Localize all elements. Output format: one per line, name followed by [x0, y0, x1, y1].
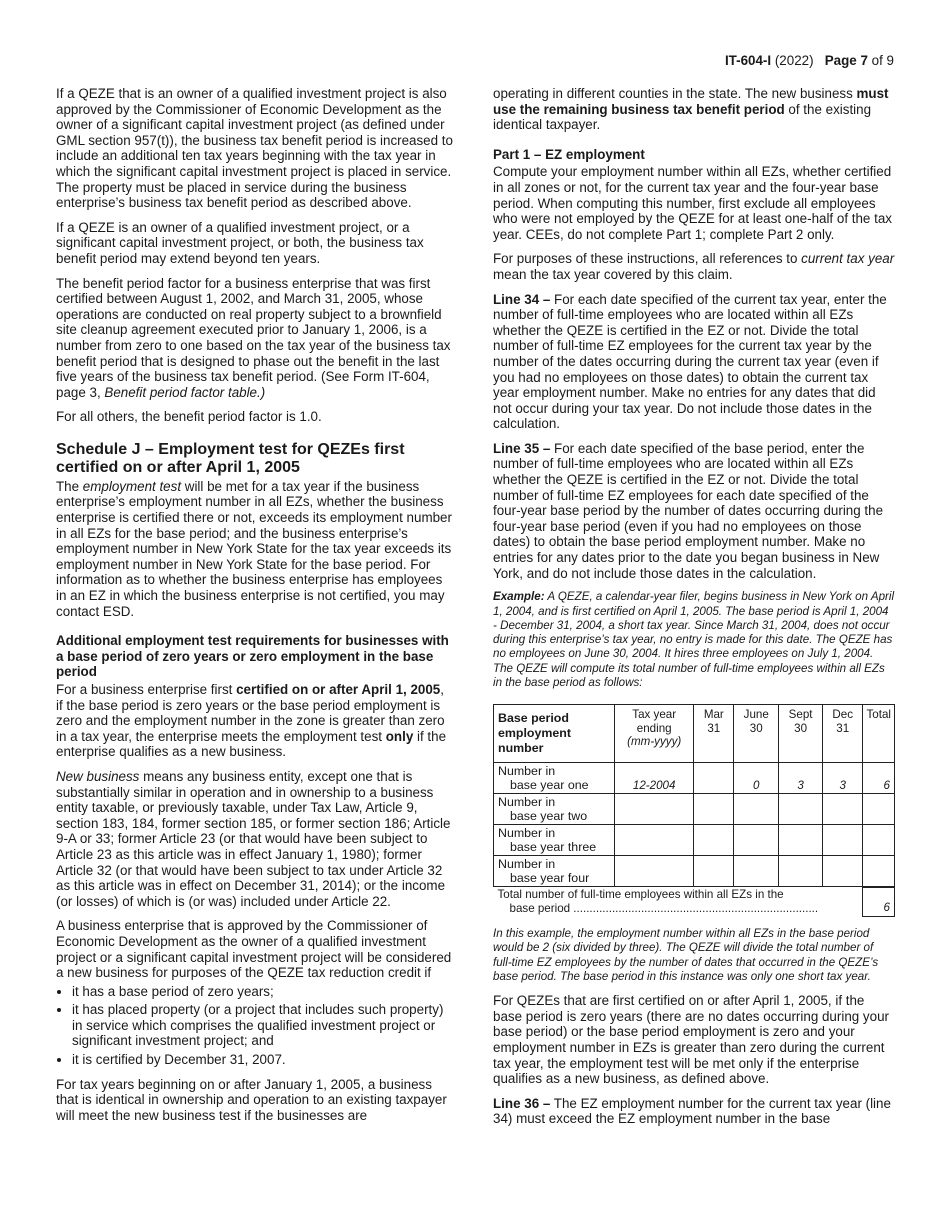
text: must use the remaining business tax benefit period: [493, 86, 889, 117]
text: base year four: [510, 871, 590, 886]
table-row: [494, 856, 895, 887]
paragraph: For all others, the benefit period factor is 1.0.: [56, 409, 322, 425]
cell: [779, 825, 823, 856]
row-label: [494, 763, 615, 794]
text: Benefit period factor table.): [104, 384, 266, 400]
paragraph: If a QEZE is an owner of a qualified investment project, or a significant capital investment project, or both, the business tax benefit period may extend beyond ten years.: [56, 219, 424, 266]
paragraph: [56, 276, 453, 401]
list-item: • it has placed property (or a project that includes such property) in service which comprises the qualified investment project or significant investment project; and: [72, 1002, 453, 1049]
section-heading: Schedule J – Employment test for QEZEs first certified on or after April 1, 2005: [56, 440, 405, 476]
text: base year three: [510, 840, 597, 855]
text: For each date specified of the base period, enter the number of full-time employees who are located within all EZs whether the QEZE is certified in the EZ or not. Divide the total number of full-time EZ employees for each date specified of the four-year base period by the number of dates occurring during the four-year base period (even if you had no employees on those dates) to obtain the base period employment number. Make no entries for any dates prior to the date you began business in New York, and do not include those dates in the calculation.: [493, 440, 884, 581]
total-label: [494, 887, 863, 917]
cell: 0: [734, 763, 779, 794]
total-row: [494, 887, 895, 917]
column-header: [615, 705, 694, 763]
cell: [779, 856, 823, 887]
bullet-list: [56, 984, 453, 1068]
cell: [779, 794, 823, 825]
text: of the existing identical taxpayer.: [493, 101, 872, 133]
row-label: [494, 794, 615, 825]
text: Number in: [498, 764, 556, 779]
table-row: [494, 794, 895, 825]
cell: [863, 825, 895, 856]
cell: 3: [779, 763, 823, 794]
text: (mm-yyyy): [627, 735, 682, 749]
table-header-row: [494, 705, 895, 763]
table-row: [494, 825, 895, 856]
text: , if the base period is zero years or the base period employment is zero and the employment number in the zone is greater than zero in a tax year, the enterprise meets the employment test: [56, 682, 445, 744]
line-label: Line 35 –: [493, 440, 551, 456]
paragraph: Compute your employment number within all EZs, whether certified in all zones or not, for the current tax year and the four-year base period. When computing this number, first exclude all employees who were not employed by the QEZE for at least one-half of the tax year. CEEs, do not complete Part 1; complete Part 2 only.: [493, 164, 892, 242]
column-header: Sept 30: [779, 705, 823, 763]
paragraph: For QEZEs that are first certified on or after April 1, 2005, if the base period is zero years (there are no dates occurring during your base period) or the base period employment is zero and your employment number in EZs is greater than zero during the current tax year, the employment test will be met only if the enterprise qualifies as a new business, as defined above.: [493, 993, 889, 1087]
column-header: Dec 31: [822, 705, 863, 763]
text: current tax year: [801, 251, 895, 267]
text: mean the tax year covered by this claim.: [493, 266, 733, 282]
cell: [694, 856, 734, 887]
column-header: June 30: [734, 705, 779, 763]
cell: [822, 794, 863, 825]
paragraph: [493, 86, 895, 133]
cell: 3: [822, 763, 863, 794]
cell: [734, 825, 779, 856]
text: base year two: [510, 809, 588, 824]
text: will be met for a tax year if the business enterprise’s employment number in all EZs, whether the business enterprise is certified there or not, exceeds its employment number in all EZs for the base period; and the business enterprise’s employment number in New York State for the tax year exceeds its employment number in New York State for the base period. For information as to whether the business enterprise has employees in an EZ in which the business enterprise is not certified, you may contact ESD.: [56, 478, 452, 619]
page-total: of 9: [871, 53, 894, 68]
text: Example:: [493, 590, 545, 604]
list-item: • it has a base period of zero years;: [72, 984, 453, 1000]
cell: [615, 856, 694, 887]
paragraph: [493, 292, 895, 432]
cell: [615, 825, 694, 856]
text: Total number of full-time employees within all EZs in the: [497, 888, 784, 902]
example-paragraph: In this example, the employment number within all EZs in the base period would be 2 (six divided by three). The QEZE will divide the total number of full-time EZ employees by the number of dates that occurred in the QEZE’s base period. The base period in this instance was only one short tax year.: [493, 926, 879, 983]
text: if the enterprise qualifies as a new business.: [56, 728, 447, 760]
column-header: Base period employment number: [494, 705, 615, 763]
total-value: 6: [863, 887, 895, 917]
cell: 6: [863, 763, 895, 794]
text: operating in different counties in the state. The new business: [493, 86, 857, 101]
paragraph: [56, 682, 453, 760]
form-number: IT-604-I: [724, 53, 772, 68]
cell: [734, 856, 779, 887]
paragraph: [493, 1096, 895, 1127]
text: employment test: [82, 478, 182, 494]
text: The benefit period factor for a business enterprise that was first certified between August 1, 2002, and March 31, 2005, whose operations are conducted on real property subject to a brownfield site cleanup agreement executed prior to January 1, 2006, is a number from zero to one based on the tax year of the business tax benefit period that is designed to phase out the benefit in the last five years of the business tax benefit period. (See Form IT-604, page 3,: [56, 275, 451, 400]
text: base year one: [510, 778, 589, 793]
table-row: [494, 763, 895, 794]
paragraph: A business enterprise that is approved by the Commissioner of Economic Development as the owner of a qualified investment project or a significant capital investment project will be considered a new business for purposes of the QEZE tax reduction credit if: [56, 918, 452, 981]
text: The: [56, 478, 83, 494]
text: New business: [56, 768, 140, 784]
page-header: [725, 53, 894, 69]
paragraph: [56, 769, 453, 909]
cell: [863, 794, 895, 825]
text: For purposes of these instructions, all references to: [493, 251, 802, 267]
paragraph: [493, 251, 895, 282]
example-paragraph: [493, 590, 895, 690]
column-header: Mar 31: [694, 705, 734, 763]
text: The EZ employment number for the current tax year (line 34) must exceed the EZ employment number in the base: [493, 1095, 891, 1127]
cell: [694, 825, 734, 856]
paragraph: [56, 479, 453, 619]
cell: [822, 856, 863, 887]
text: means any business entity, except one that is substantially similar in operation and in ownership to a business entity taxable, or previously taxable, under Tax Law, Article 9, section 183, 184, former section 185, or former section 186; Article 9-A or 33; former Article 23 (or that would have been subject to Article 23 as this article was in effect January 1, 1980); former Article 32 (or that would have been subject to tax under Article 32 as this article was in effect on December 31, 2014); or the income (or losses) of which is (or was) included under Article 22.: [56, 768, 451, 909]
text: For each date specified of the current tax year, enter the number of full-time employees who are located within all EZs whether the QEZE is certified in the EZ or not. Divide the total number of full-time EZ employees for the current tax year by the number of the dates occurring during the current tax year (even if you had no employees on those dates) to obtain the current tax year employment number. Make no entries for any dates that did not occur during your tax year. Do not include those dates in the calculation.: [493, 291, 887, 432]
subheading: Additional employment test requirements for businesses with a base period of zero years or zero employment in the base period: [56, 633, 449, 680]
line-label: Line 36 –: [493, 1095, 551, 1111]
text: A QEZE, a calendar-year filer, begins business in New York on April 1, 2004, and is first certified on April 1, 2005. The base period is April 1, 2004 - December 31, 2004, a short tax year. Since March 31, 2004, does not occur during this enterprise’s tax year, no entry is made for this date. The QEZE has no employees on June 30, 2004. It hires three employees on July 1, 2004. The QEZE will compute its total number of full-time employees within all EZs in the base period as follows:: [493, 590, 895, 689]
list-item: • it is certified by December 31, 2007.: [72, 1052, 453, 1068]
paragraph: For tax years beginning on or after January 1, 2005, a business that is identical in ownership and operation to an existing taxpayer will meet the new business test if the businesses are: [56, 1076, 447, 1123]
row-label: [494, 856, 615, 887]
subheading: Part 1 – EZ employment: [493, 146, 645, 162]
cell: [615, 794, 694, 825]
right-column: [493, 86, 895, 1136]
left-column: [56, 86, 453, 1132]
cell: [822, 825, 863, 856]
cell: [863, 856, 895, 887]
text: Tax year ending: [632, 708, 677, 735]
paragraph: If a QEZE that is an owner of a qualified investment project is also approved by the Commissioner of Economic Development as the owner of a significant capital investment project (as defined under GML section 957(t)), the business tax benefit period is increased to include an additional ten tax years beginning with the tax year in which the significant capital investment project is placed in service. The property must be placed in service during the business enterprise’s business tax benefit period as described above.: [56, 86, 453, 211]
column-header: Total: [863, 705, 895, 763]
cell: [694, 763, 734, 794]
text: certified on or after April 1, 2005: [236, 682, 441, 697]
cell: 12-2004: [615, 763, 694, 794]
cell: [734, 794, 779, 825]
text: Number in: [498, 857, 556, 872]
text: For a business enterprise first: [56, 682, 237, 697]
row-label: [494, 825, 615, 856]
paragraph: [493, 441, 895, 581]
page-label: Page 7: [824, 53, 868, 68]
text: only: [385, 728, 414, 744]
base-period-table: [493, 704, 895, 917]
form-year: (2022): [774, 53, 814, 68]
text: Number in: [498, 795, 556, 810]
text: Number in: [498, 826, 556, 841]
line-label: Line 34 –: [493, 291, 551, 307]
text: base period ............................................................................: [509, 901, 819, 915]
cell: [694, 794, 734, 825]
